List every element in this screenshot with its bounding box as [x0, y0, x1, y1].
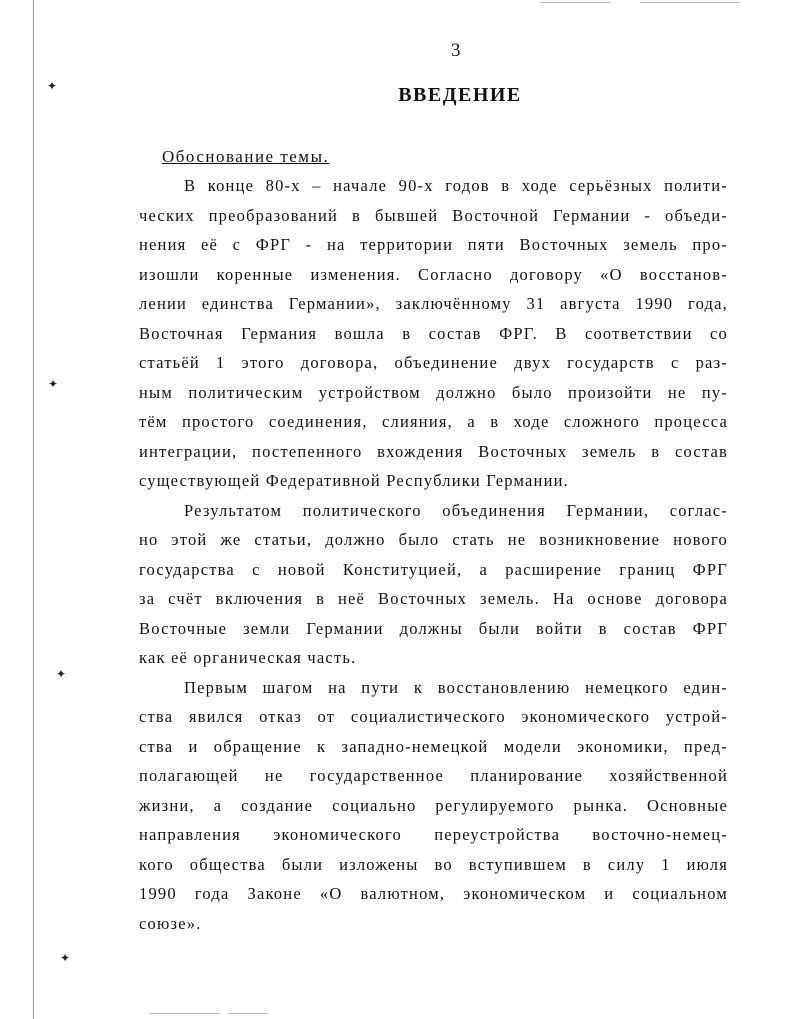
paragraph	[139, 496, 728, 673]
scan-speck-icon: ✦	[56, 667, 67, 681]
text-line: Восточная Германия вошла в состав ФРГ. В соответствии со	[139, 323, 728, 343]
text-line: жизни, а создание социально регулируемого рынка. Основные	[139, 795, 728, 815]
text-line: государства с новой Конституцией, а расширение границ ФРГ	[139, 559, 728, 579]
text-line: Восточные земли Германии должны были войти в состав ФРГ	[139, 618, 728, 638]
text-line: тём простого соединения, слияния, а в ходе сложного процесса	[139, 412, 728, 431]
text-line: но этой же статьи, должно было стать не возникновение нового	[139, 530, 728, 549]
text-line: нения её с ФРГ - на территории пяти Восточных земель про-	[139, 235, 728, 254]
text-line: кого общества были изложены во вступившем в силу 1 июля	[139, 854, 728, 874]
paragraph	[139, 171, 728, 496]
scan-speck-icon: ✦	[47, 79, 58, 93]
text-line: Результатом политического объединения Германии, соглас-	[184, 500, 728, 520]
scan-line-top	[640, 2, 740, 3]
section-heading: Обоснование темы.	[162, 147, 330, 166]
text-line: статьёй 1 этого договора, объединение двух государств с раз-	[139, 353, 728, 372]
page-title: ВВЕДЕНИЕ	[398, 84, 522, 106]
text-line: направления экономического переустройства восточно-немец-	[139, 825, 728, 844]
scan-speck-icon: ✦	[60, 951, 71, 965]
text-line: ства явился отказ от социалистического экономического устрой-	[139, 707, 728, 726]
text-line: изошли коренные изменения. Согласно договору «О восстанов-	[139, 264, 728, 284]
scan-speck-icon: ✦	[48, 377, 59, 391]
text-line: существующей Федеративной Республики Германии.	[139, 471, 569, 490]
scan-left-edge	[33, 0, 34, 1019]
text-line: за счёт включения в неё Восточных земель. На основе договора	[139, 589, 728, 608]
paragraph	[139, 673, 728, 939]
text-line: как её органическая часть.	[139, 648, 357, 667]
text-line: В конце 80-х – начале 90-х годов в ходе серьёзных полити-	[184, 176, 728, 195]
body-text	[139, 171, 728, 938]
text-line: ным политическим устройством должно было произойти не пу-	[139, 382, 728, 402]
scan-line-bottom	[150, 1013, 220, 1014]
text-line: полагающей не государственное планирование хозяйственной	[139, 766, 728, 785]
text-line: ческих преобразований в бывшей Восточной Германии - объеди-	[139, 205, 728, 225]
text-line: 1990 года Законе «О валютном, экономическом и социальном	[139, 884, 728, 903]
text-line: Первым шагом на пути к восстановлению немецкого един-	[184, 677, 728, 697]
text-line: ства и обращение к западно-немецкой модели экономики, пред-	[139, 736, 728, 756]
text-line: интеграции, постепенного вхождения Восточных земель в состав	[139, 441, 728, 461]
scan-line-bottom	[228, 1013, 268, 1014]
page-number: 3	[451, 40, 461, 61]
text-line: союзе».	[139, 913, 202, 933]
scan-line-top	[540, 2, 610, 3]
text-line: лении единства Германии», заключённому 31 августа 1990 года,	[139, 294, 728, 313]
